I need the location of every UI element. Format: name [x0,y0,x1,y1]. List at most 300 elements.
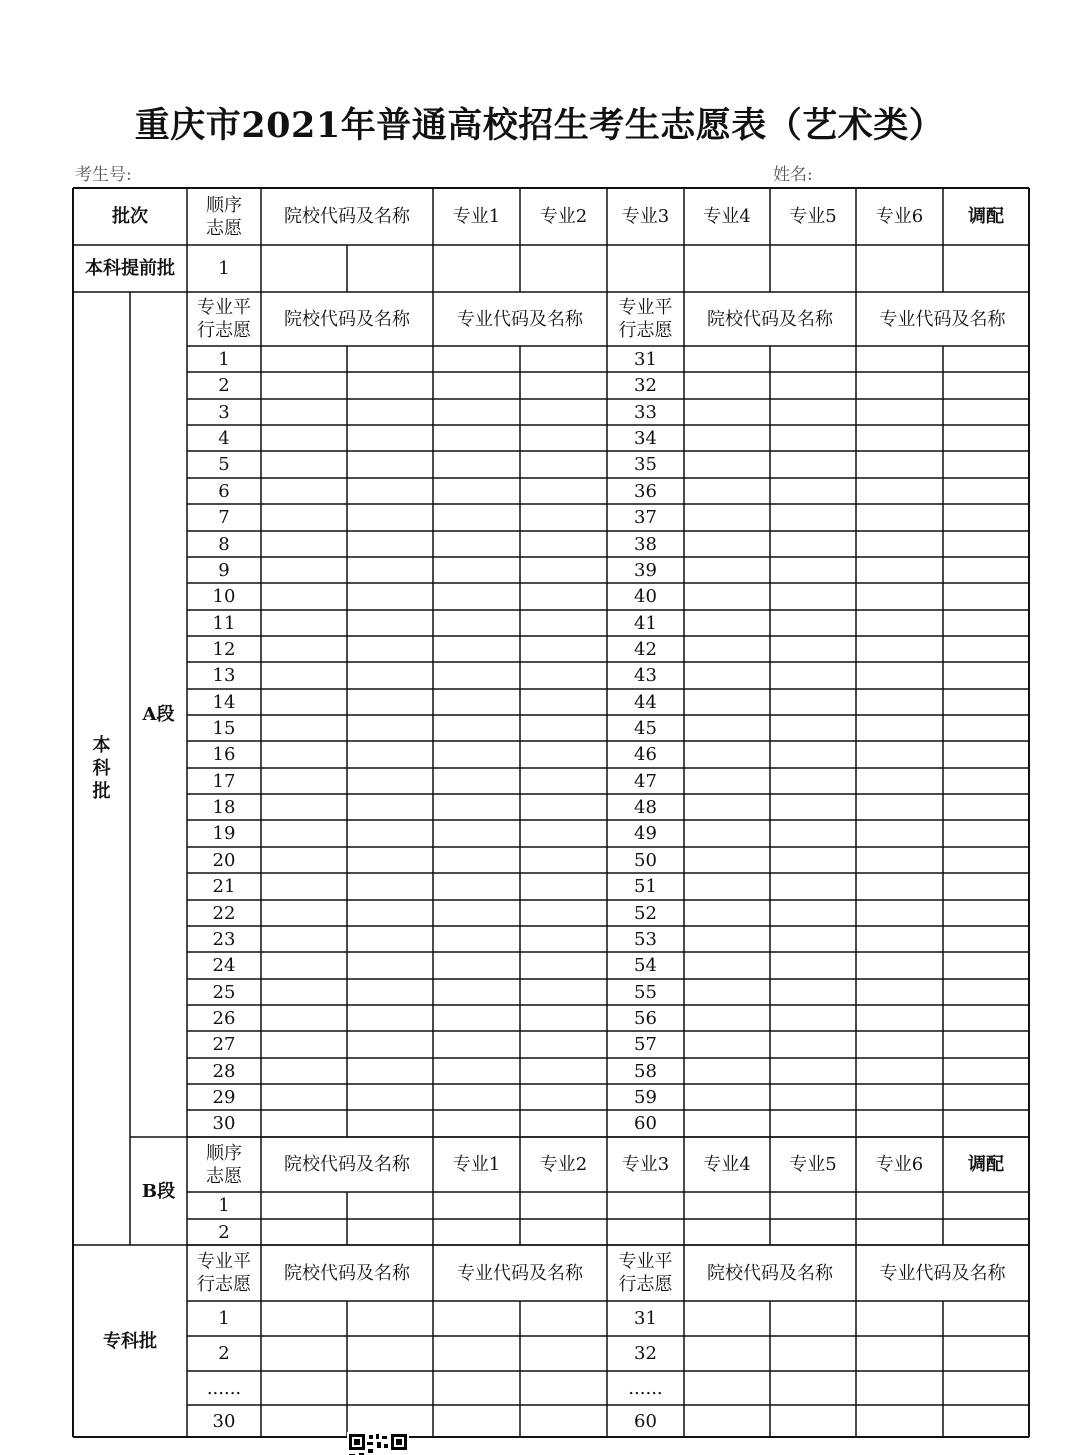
entry-cell[interactable] [261,1219,347,1245]
entry-cell[interactable] [943,1219,1029,1245]
entry-cell[interactable] [347,900,433,926]
entry-cell[interactable] [770,952,856,979]
entry-cell[interactable] [433,346,520,372]
entry-cell[interactable] [261,662,347,689]
entry-cell[interactable] [856,1405,943,1437]
entry-cell[interactable] [770,1336,856,1371]
entry-cell[interactable] [433,952,520,979]
entry-cell[interactable] [770,979,856,1005]
entry-cell[interactable] [770,610,856,636]
entry-cell[interactable] [433,1371,520,1405]
entry-cell[interactable] [770,1405,856,1437]
entry-cell[interactable] [770,1031,856,1058]
entry-cell[interactable] [261,926,347,952]
entry-cell[interactable] [943,557,1029,583]
entry-cell[interactable] [856,1084,943,1110]
entry-cell[interactable] [433,1405,520,1437]
entry-cell[interactable] [770,1005,856,1031]
entry-cell[interactable] [347,1301,433,1336]
entry-cell[interactable] [770,346,856,372]
entry-cell[interactable] [943,873,1029,900]
entry-cell[interactable] [433,768,520,794]
row-number: 51 [634,876,657,897]
entry-cell[interactable] [943,399,1029,425]
entry-cell[interactable] [607,245,684,292]
entry-cell[interactable] [856,926,943,952]
entry-cell[interactable] [856,952,943,979]
entry-cell[interactable] [433,794,520,820]
entry-cell[interactable] [684,952,770,979]
entry-cell[interactable] [770,715,856,741]
entry-cell[interactable] [943,926,1029,952]
entry-cell[interactable] [684,1005,770,1031]
entry-cell[interactable] [433,610,520,636]
entry-cell[interactable] [347,478,433,504]
entry-cell[interactable] [347,557,433,583]
entry-cell[interactable] [856,689,943,715]
entry-cell[interactable] [856,399,943,425]
entry-cell[interactable] [770,245,856,292]
entry-cell[interactable] [433,1058,520,1084]
entry-cell[interactable] [347,583,433,610]
entry-cell[interactable] [261,245,347,292]
entry-cell[interactable] [684,372,770,399]
entry-cell[interactable] [770,531,856,557]
entry-cell[interactable] [943,1031,1029,1058]
entry-cell[interactable] [943,636,1029,662]
entry-cell[interactable] [856,794,943,820]
entry-cell[interactable] [347,1192,433,1219]
entry-cell[interactable] [261,820,347,847]
entry-cell[interactable] [347,1219,433,1245]
entry-cell[interactable] [856,531,943,557]
entry-cell[interactable] [520,451,607,478]
entry-cell[interactable] [261,346,347,372]
entry-cell[interactable] [520,900,607,926]
entry-cell[interactable] [943,689,1029,715]
entry-cell[interactable] [684,583,770,610]
entry-cell[interactable] [770,873,856,900]
entry-cell[interactable] [684,847,770,873]
entry-cell[interactable] [770,583,856,610]
entry-cell[interactable] [943,952,1029,979]
entry-cell[interactable] [856,768,943,794]
entry-cell[interactable] [770,768,856,794]
entry-cell[interactable] [943,583,1029,610]
entry-cell[interactable] [856,610,943,636]
entry-cell[interactable] [770,1219,856,1245]
entry-cell[interactable] [347,245,433,292]
entry-cell[interactable] [856,372,943,399]
entry-cell[interactable] [856,1371,943,1405]
entry-cell[interactable] [347,425,433,451]
entry-cell[interactable] [347,741,433,768]
entry-cell[interactable] [261,1405,347,1437]
entry-cell[interactable] [261,979,347,1005]
entry-cell[interactable] [943,531,1029,557]
entry-cell[interactable] [856,1031,943,1058]
entry-cell[interactable] [261,1058,347,1084]
entry-cell[interactable] [856,1301,943,1336]
entry-cell[interactable] [943,372,1029,399]
entry-cell[interactable] [684,504,770,531]
entry-cell[interactable] [520,425,607,451]
entry-cell[interactable] [433,689,520,715]
entry-cell[interactable] [433,636,520,662]
entry-cell[interactable] [261,636,347,662]
entry-cell[interactable] [520,689,607,715]
entry-cell[interactable] [261,873,347,900]
entry-cell[interactable] [433,583,520,610]
entry-cell[interactable] [433,1336,520,1371]
entry-cell[interactable] [856,1219,943,1245]
entry-cell[interactable] [770,689,856,715]
entry-cell[interactable] [856,1058,943,1084]
entry-cell[interactable] [770,1084,856,1110]
entry-cell[interactable] [520,715,607,741]
entry-cell[interactable] [943,245,1029,292]
entry-cell[interactable] [261,583,347,610]
entry-cell[interactable] [943,1058,1029,1084]
entry-cell[interactable] [684,873,770,900]
entry-cell[interactable] [433,1005,520,1031]
entry-cell[interactable] [943,768,1029,794]
entry-cell[interactable] [770,741,856,768]
entry-cell[interactable] [943,1301,1029,1336]
entry-cell[interactable] [943,451,1029,478]
entry-cell[interactable] [684,715,770,741]
entry-cell[interactable] [684,926,770,952]
entry-cell[interactable] [770,1371,856,1405]
entry-cell[interactable] [520,847,607,873]
entry-cell[interactable] [520,531,607,557]
entry-cell[interactable] [433,979,520,1005]
entry-cell[interactable] [684,636,770,662]
entry-cell[interactable] [433,820,520,847]
entry-cell[interactable] [520,1219,607,1245]
entry-cell[interactable] [684,610,770,636]
entry-cell[interactable] [433,1219,520,1245]
entry-cell[interactable] [347,1336,433,1371]
entry-cell[interactable] [433,399,520,425]
entry-cell[interactable] [433,1110,520,1137]
entry-cell[interactable] [943,794,1029,820]
entry-cell[interactable] [684,1219,770,1245]
entry-cell[interactable] [520,768,607,794]
entry-cell[interactable] [520,1336,607,1371]
entry-cell[interactable] [347,662,433,689]
entry-cell[interactable] [347,636,433,662]
entry-cell[interactable] [943,1110,1029,1137]
entry-cell[interactable] [856,425,943,451]
entry-cell[interactable] [856,979,943,1005]
entry-cell[interactable] [684,1371,770,1405]
entry-cell[interactable] [684,531,770,557]
entry-cell[interactable] [856,451,943,478]
entry-cell[interactable] [261,900,347,926]
entry-cell[interactable] [856,504,943,531]
entry-cell[interactable] [520,820,607,847]
entry-cell[interactable] [347,1005,433,1031]
entry-cell[interactable] [520,372,607,399]
entry-cell[interactable] [261,557,347,583]
entry-cell[interactable] [943,900,1029,926]
entry-cell[interactable] [261,425,347,451]
entry-cell[interactable] [520,952,607,979]
entry-cell[interactable] [770,900,856,926]
entry-cell[interactable] [347,504,433,531]
entry-cell[interactable] [684,741,770,768]
entry-cell[interactable] [684,245,770,292]
entry-cell[interactable] [433,557,520,583]
entry-cell[interactable] [684,768,770,794]
entry-cell[interactable] [684,557,770,583]
entry-cell[interactable] [261,1336,347,1371]
entry-cell[interactable] [856,715,943,741]
entry-cell[interactable] [684,1405,770,1437]
entry-cell[interactable] [261,1110,347,1137]
entry-cell[interactable] [607,1192,684,1219]
entry-cell[interactable] [347,794,433,820]
entry-cell[interactable] [943,346,1029,372]
entry-cell[interactable] [770,926,856,952]
entry-cell[interactable] [261,399,347,425]
entry-cell[interactable] [770,1058,856,1084]
entry-cell[interactable] [684,689,770,715]
entry-cell[interactable] [261,478,347,504]
entry-cell[interactable] [347,715,433,741]
entry-cell[interactable] [856,583,943,610]
entry-cell[interactable] [433,662,520,689]
entry-cell[interactable] [347,952,433,979]
entry-cell[interactable] [943,1405,1029,1437]
entry-cell[interactable] [347,1371,433,1405]
entry-cell[interactable] [347,768,433,794]
entry-cell[interactable] [433,478,520,504]
entry-cell[interactable] [347,610,433,636]
entry-cell[interactable] [770,557,856,583]
entry-cell[interactable] [684,979,770,1005]
entry-cell[interactable] [433,1301,520,1336]
entry-cell[interactable] [770,425,856,451]
entry-cell[interactable] [684,1058,770,1084]
entry-cell[interactable] [684,478,770,504]
entry-cell[interactable] [856,820,943,847]
entry-cell[interactable] [347,1058,433,1084]
entry-cell[interactable] [433,451,520,478]
entry-cell[interactable] [856,873,943,900]
entry-cell[interactable] [770,794,856,820]
entry-cell[interactable] [684,794,770,820]
entry-cell[interactable] [943,820,1029,847]
entry-cell[interactable] [261,1084,347,1110]
entry-cell[interactable] [433,1084,520,1110]
entry-cell[interactable] [943,1336,1029,1371]
entry-cell[interactable] [520,1192,607,1219]
entry-cell[interactable] [943,1371,1029,1405]
entry-cell[interactable] [520,245,607,292]
entry-cell[interactable] [943,979,1029,1005]
entry-cell[interactable] [943,1084,1029,1110]
entry-cell[interactable] [684,820,770,847]
entry-cell[interactable] [943,847,1029,873]
entry-cell[interactable] [856,900,943,926]
entry-cell[interactable] [770,1110,856,1137]
entry-cell[interactable] [261,1192,347,1219]
entry-cell[interactable] [856,346,943,372]
entry-cell[interactable] [347,346,433,372]
entry-cell[interactable] [684,425,770,451]
entry-cell[interactable] [520,1110,607,1137]
entry-cell[interactable] [520,1058,607,1084]
entry-cell[interactable] [261,689,347,715]
entry-cell[interactable] [770,504,856,531]
entry-cell[interactable] [520,583,607,610]
entry-cell[interactable] [261,504,347,531]
entry-cell[interactable] [433,531,520,557]
entry-cell[interactable] [347,531,433,557]
entry-cell[interactable] [770,451,856,478]
entry-cell[interactable] [770,662,856,689]
entry-cell[interactable] [347,451,433,478]
entry-cell[interactable] [684,662,770,689]
entry-cell[interactable] [856,1192,943,1219]
entry-cell[interactable] [520,741,607,768]
entry-cell[interactable] [770,636,856,662]
entry-cell[interactable] [347,873,433,900]
entry-cell[interactable] [520,1084,607,1110]
entry-cell[interactable] [943,1005,1029,1031]
entry-cell[interactable] [520,346,607,372]
entry-cell[interactable] [433,1192,520,1219]
entry-cell[interactable] [347,1084,433,1110]
entry-cell[interactable] [520,979,607,1005]
entry-cell[interactable] [856,662,943,689]
entry-cell[interactable] [684,1031,770,1058]
entry-cell[interactable] [520,1005,607,1031]
entry-cell[interactable] [347,372,433,399]
entry-cell[interactable] [433,873,520,900]
entry-cell[interactable] [856,1005,943,1031]
entry-cell[interactable] [770,372,856,399]
entry-cell[interactable] [261,952,347,979]
entry-cell[interactable] [520,794,607,820]
entry-cell[interactable] [261,715,347,741]
entry-cell[interactable] [684,346,770,372]
entry-cell[interactable] [856,557,943,583]
entry-cell[interactable] [261,794,347,820]
entry-cell[interactable] [770,399,856,425]
entry-cell[interactable] [261,1031,347,1058]
entry-cell[interactable] [943,478,1029,504]
entry-cell[interactable] [684,1084,770,1110]
entry-cell[interactable] [943,425,1029,451]
entry-cell[interactable] [684,1336,770,1371]
entry-cell[interactable] [261,768,347,794]
entry-cell[interactable] [433,1031,520,1058]
entry-cell[interactable] [347,820,433,847]
entry-cell[interactable] [433,926,520,952]
entry-cell[interactable] [520,504,607,531]
entry-cell[interactable] [433,504,520,531]
entry-cell[interactable] [261,847,347,873]
entry-cell[interactable] [520,873,607,900]
entry-cell[interactable] [433,847,520,873]
entry-cell[interactable] [433,425,520,451]
entry-cell[interactable] [856,478,943,504]
entry-cell[interactable] [261,451,347,478]
entry-cell[interactable] [770,478,856,504]
entry-cell[interactable] [347,399,433,425]
entry-cell[interactable] [347,926,433,952]
entry-cell[interactable] [943,715,1029,741]
entry-cell[interactable] [520,926,607,952]
entry-cell[interactable] [433,245,520,292]
entry-cell[interactable] [261,741,347,768]
row-number: 27 [212,1034,236,1055]
entry-cell[interactable] [520,478,607,504]
entry-cell[interactable] [943,1192,1029,1219]
entry-cell[interactable] [520,662,607,689]
entry-cell[interactable] [520,636,607,662]
entry-cell[interactable] [433,715,520,741]
entry-cell[interactable] [347,1110,433,1137]
entry-cell[interactable] [684,451,770,478]
entry-cell[interactable] [520,557,607,583]
entry-cell[interactable] [684,900,770,926]
entry-cell[interactable] [261,1371,347,1405]
entry-cell[interactable] [607,1219,684,1245]
entry-cell[interactable] [520,1301,607,1336]
entry-cell[interactable] [770,847,856,873]
entry-cell[interactable] [520,610,607,636]
entry-cell[interactable] [684,1301,770,1336]
entry-cell[interactable] [856,741,943,768]
entry-cell[interactable] [347,979,433,1005]
entry-cell[interactable] [261,610,347,636]
entry-cell[interactable] [856,847,943,873]
entry-cell[interactable] [684,1110,770,1137]
entry-cell[interactable] [684,1192,770,1219]
entry-cell[interactable] [261,1301,347,1336]
entry-cell[interactable] [770,820,856,847]
entry-cell[interactable] [770,1301,856,1336]
entry-cell[interactable] [856,1336,943,1371]
entry-cell[interactable] [433,900,520,926]
entry-cell[interactable] [347,847,433,873]
entry-cell[interactable] [433,741,520,768]
entry-cell[interactable] [520,1371,607,1405]
entry-cell[interactable] [433,372,520,399]
entry-cell[interactable] [943,662,1029,689]
entry-cell[interactable] [261,1005,347,1031]
entry-cell[interactable] [520,399,607,425]
entry-cell[interactable] [261,372,347,399]
entry-cell[interactable] [856,1110,943,1137]
entry-cell[interactable] [856,636,943,662]
entry-cell[interactable] [684,399,770,425]
entry-cell[interactable] [943,610,1029,636]
entry-cell[interactable] [520,1031,607,1058]
entry-cell[interactable] [347,689,433,715]
entry-cell[interactable] [520,1405,607,1437]
entry-cell[interactable] [261,531,347,557]
entry-cell[interactable] [943,504,1029,531]
entry-cell[interactable] [943,741,1029,768]
entry-cell[interactable] [347,1031,433,1058]
entry-cell[interactable] [770,1192,856,1219]
entry-cell[interactable] [856,245,943,292]
